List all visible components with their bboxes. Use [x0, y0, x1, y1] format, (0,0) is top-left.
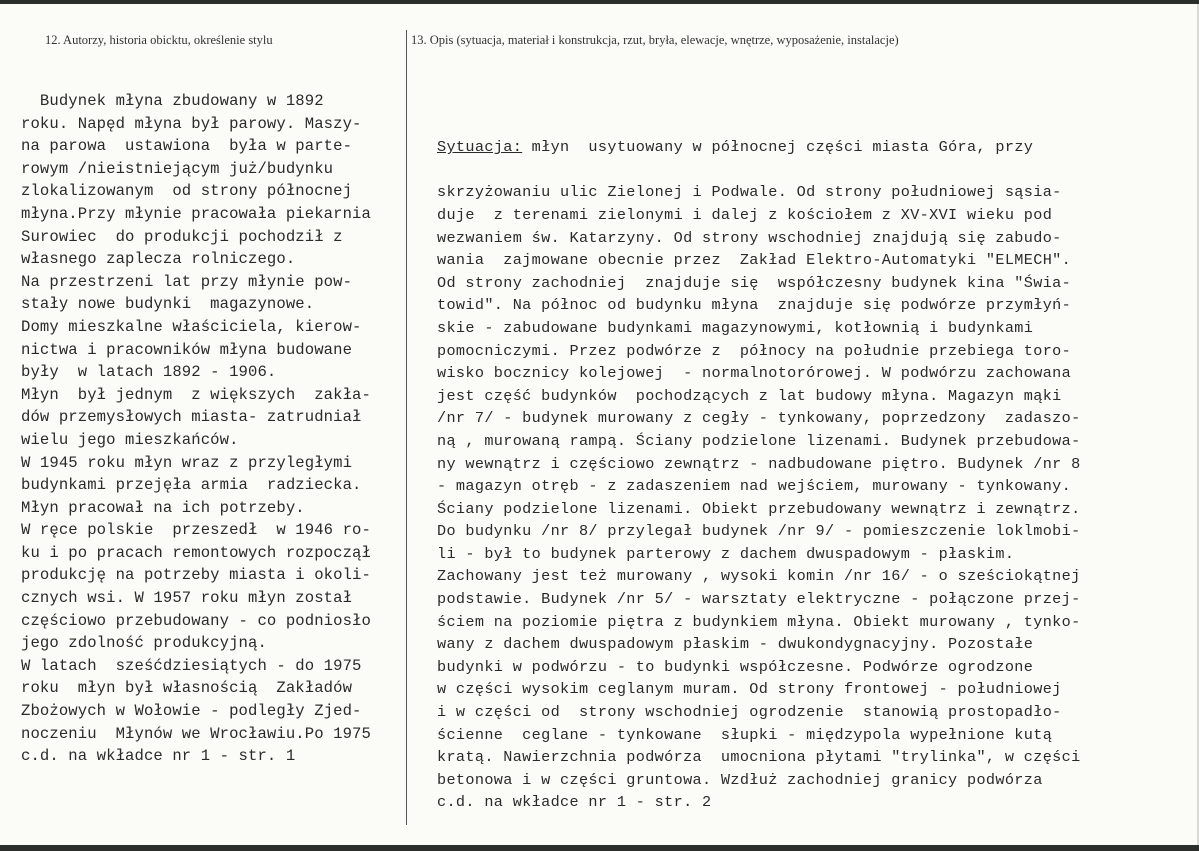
history-line: dów przemysłowych miasta- zatrudniał	[21, 408, 362, 427]
history-line: W ręce polskie przeszedł w 1946 ro-	[21, 521, 371, 540]
description-line: wany z dachem dwuspadowym płaskim - dwukondygnacyjny. Pozostałe	[437, 635, 1034, 654]
section-13-header: 13. Opis (sytuacja, materiał i konstrukcja, rzut, bryła, elewacje, wnętrze, wyposażenie, instalacje)	[411, 33, 899, 47]
description-line: Do budynku /nr 8/ przylegał budynek /nr 9/ - pomieszczenie loklmobi-	[437, 522, 1081, 541]
description-line: - magazyn otręb - z zadaszeniem nad wejściem, murowany - tynkowany.	[437, 477, 1072, 496]
history-line: roku. Napęd młyna był parowy. Maszy-	[21, 114, 362, 133]
history-line: nictwa i pracowników młyna budowane	[21, 340, 353, 359]
history-line: jego zdolność produkcyjną.	[21, 634, 267, 653]
description-line: ściem na poziomie piętra z budynkiem młyna. Obiekt murowany , tynko-	[437, 612, 1081, 631]
history-line: stały nowe budynki magazynowe.	[21, 295, 315, 314]
history-line: produkcję na potrzeby miasta i okoli-	[21, 566, 371, 585]
history-line: cznych wsi. W 1957 roku młyn został	[21, 589, 353, 608]
description-line: /nr 7/ - budynek murowany z cegły - tynkowany, poprzedzony zadaszo-	[437, 409, 1081, 428]
history-line: c.d. na wkładce nr 1 - str. 1	[21, 747, 296, 766]
first-line-text: młyn usytuowany w północnej części miasta Góra, przy	[522, 138, 1034, 157]
description-line: li - był to budynek parterowy z dachem dwuspadowym - płaskim.	[437, 544, 1015, 563]
description-line: wisko bocznicy kolejowej - normalnotorórowej. W podwórzu zachowana	[437, 364, 1072, 383]
description-line: Zachowany jest też murowany , wysoki komin /nr 16/ - o sześciokątnej	[437, 567, 1081, 586]
history-line: W latach sześćdziesiątych - do 1975	[21, 656, 362, 675]
description-line: wezwaniem św. Katarzyny. Od strony wschodniej znajdują się zabudo-	[437, 228, 1062, 247]
history-line: Domy mieszkalne właściciela, kierow-	[21, 317, 362, 336]
description-line: wania zajmowane obecnie przez Zakład Elektro-Automatyki "ELMECH".	[437, 251, 1072, 270]
history-line: Młyn był jednym z większych zakła-	[21, 385, 371, 404]
description-line: ny wewnątrz i częściowo zewnątrz - nadbudowane piętro. Budynek /nr 8	[437, 454, 1081, 473]
history-line: własnego zaplecza rolniczego.	[21, 250, 296, 269]
history-line: zlokalizowanym od strony północnej	[21, 182, 353, 201]
description-line: jest część budynków pochodzących z lat budowy młyna. Magazyn mąki	[437, 386, 1062, 405]
description-line: skrzyżowaniu ulic Zielonej i Podwale. Od strony południowej sąsia-	[437, 183, 1062, 202]
history-line: na parowa ustawiona była w parte-	[21, 137, 353, 156]
history-line: Surowiec do produkcji pochodził z	[21, 227, 343, 246]
description-line: pomocniczymi. Przez podwórze z północy na południe przebiega toro-	[437, 341, 1072, 360]
history-line: Zbożowych w Wołowie - podległy Zjed-	[21, 702, 362, 721]
description-line: ną , murowaną rampą. Ściany podzielone lizenami. Budynek przebudowa-	[437, 431, 1081, 450]
history-line: budynkami przejęła armia radziecka.	[21, 476, 362, 495]
history-line: rowym /nieistniejącym już/budynku	[21, 159, 334, 178]
history-line: Młyn pracował na ich potrzeby.	[21, 498, 305, 517]
history-line: wielu jego mieszkańców.	[21, 430, 239, 449]
description-first-line	[437, 136, 1081, 159]
description-line: ścienne ceglane - tynkowane słupki - międzypola wypełnione kutą	[437, 725, 1053, 744]
situation-label: Sytuacja:	[437, 138, 523, 157]
history-line: Na przestrzeni lat przy młynie pow-	[21, 272, 353, 291]
description-text	[437, 91, 1081, 814]
section-12-header: 12. Autorzy, historia obicktu, określenie stylu	[45, 33, 273, 47]
history-line: W 1945 roku młyn wraz z przyległymi	[21, 453, 353, 472]
description-line: i w części od strony wschodniej ogrodzenie stanowią prostopadło-	[437, 703, 1062, 722]
description-line: w części wysokim ceglanym muram. Od strony frontowej - południowej	[437, 680, 1062, 699]
history-line: były w latach 1892 - 1906.	[21, 363, 277, 382]
description-line: betonowa i w części gruntowa. Wzdłuż zachodniej granicy podwórza	[437, 770, 1043, 789]
history-line: młyna.Przy młynie pracowała piekarnia	[21, 204, 371, 223]
description-line: budynki w podwórzu - to budynki współczesne. Podwórze ogrodzone	[437, 657, 1034, 676]
history-line: noczeniu Młynów we Wrocławiu.Po 1975	[21, 724, 371, 743]
description-line: kratą. Nawierzchnia podwórza umocniona płytami "trylinka", w części	[437, 748, 1081, 767]
description-line: podstawie. Budynek /nr 5/ - warsztaty elektryczne - połączone przej-	[437, 590, 1081, 609]
history-line: Budynek młyna zbudowany w 1892	[21, 92, 324, 110]
column-divider	[406, 30, 407, 825]
history-line: częściowo przebudowany - co podniosło	[21, 611, 371, 630]
history-line: ku i po pracach remontowych rozpoczął	[21, 543, 371, 562]
description-line: Od strony zachodniej znajduje się współczesny budynek kina "Świa-	[437, 273, 1072, 292]
description-line: duje z terenami zielonymi i dalej z kościołem z XV-XVI wieku pod	[437, 205, 1053, 224]
history-line: roku młyn był własnością Zakładów	[21, 679, 353, 698]
description-line: c.d. na wkładce nr 1 - str. 2	[437, 793, 712, 812]
history-text	[21, 90, 371, 768]
description-line: towid". Na północ od budynku młyna znajduje się podwórze przymłyń-	[437, 296, 1072, 315]
scan-border	[0, 845, 1199, 851]
description-line: skie - zabudowane budynkami magazynowymi, kotłownią i budynkami	[437, 318, 1034, 337]
description-line: Ściany podzielone lizenami. Obiekt przebudowany wewnątrz i zewnątrz.	[437, 499, 1081, 518]
